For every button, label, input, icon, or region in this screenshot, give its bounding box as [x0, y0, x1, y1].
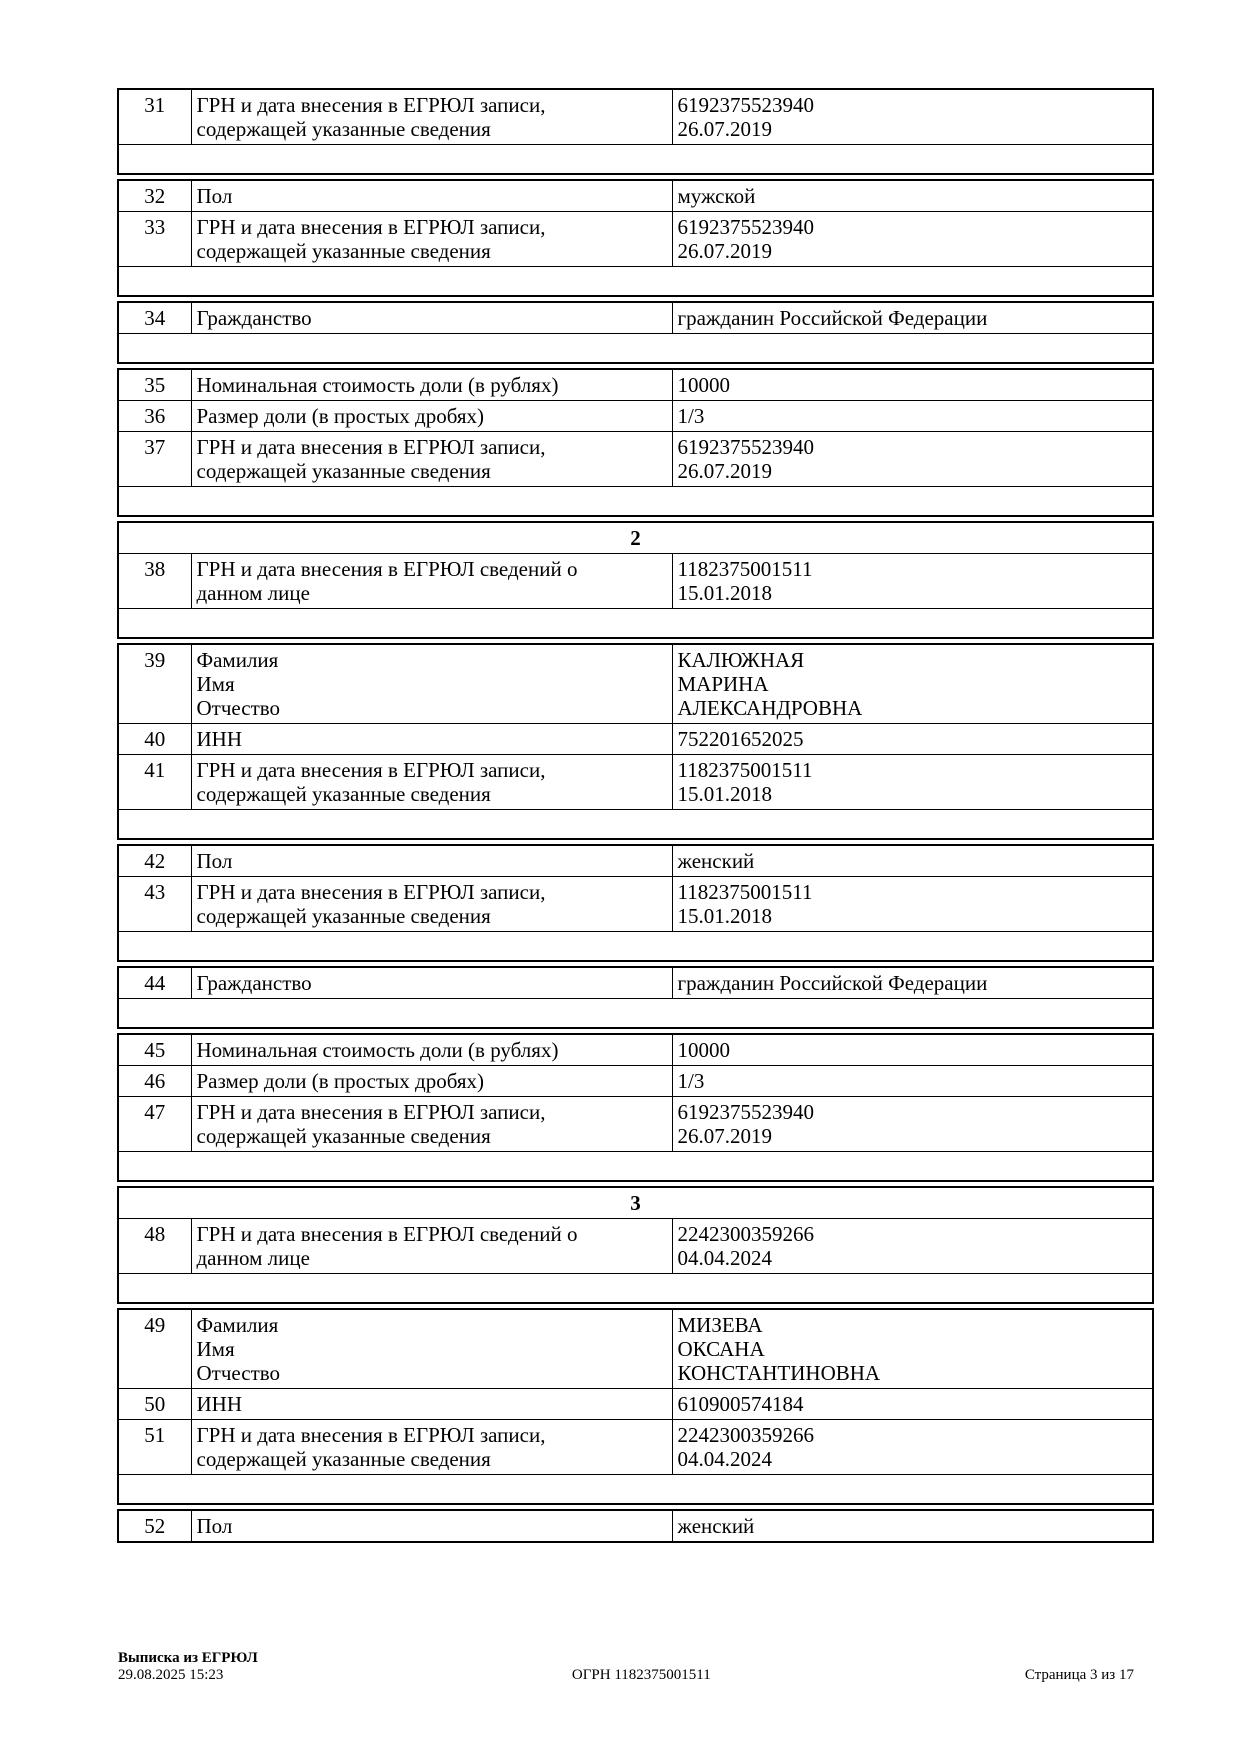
field-value-cell [672, 401, 1153, 432]
field-value-cell [672, 1097, 1153, 1152]
row-number-cell: 35 [118, 369, 191, 401]
table-row [118, 212, 1153, 267]
field-value-cell [672, 1309, 1153, 1389]
field-value-cell [672, 845, 1153, 877]
field-label-line: ГРН и дата внесения в ЕГРЮЛ записи, [196, 435, 546, 459]
field-value-cell [672, 755, 1153, 810]
spacer-cell [118, 267, 1153, 297]
field-value-cell [672, 1510, 1153, 1542]
table-row [118, 302, 1153, 334]
field-label-line: Пол [196, 1514, 233, 1538]
table-row [118, 89, 1153, 145]
table-row [118, 1309, 1153, 1389]
field-value-line: КАЛЮЖНАЯ [677, 648, 805, 672]
field-label-line: Отчество [196, 696, 281, 720]
table-section [117, 643, 1154, 840]
field-label-line: Фамилия [196, 648, 279, 672]
field-value-line: МАРИНА [677, 672, 769, 696]
field-label-cell [191, 302, 672, 334]
field-value-line: 04.04.2024 [677, 1447, 772, 1471]
row-number-cell: 38 [118, 554, 191, 609]
field-label-line: содержащей указанные сведения [196, 1124, 491, 1148]
field-label-cell [191, 724, 672, 755]
table-row [118, 644, 1153, 724]
table-section [117, 1308, 1154, 1505]
table-row [118, 724, 1153, 755]
footer-page-number: Страница 3 из 17 [1024, 1667, 1134, 1683]
table-row [118, 432, 1153, 487]
field-label-cell [191, 877, 672, 932]
field-value-cell [672, 89, 1153, 145]
field-value-cell [672, 554, 1153, 609]
field-label-line: Пол [196, 184, 233, 208]
table-row [118, 1510, 1153, 1542]
field-label-line: ГРН и дата внесения в ЕГРЮЛ записи, [196, 758, 546, 782]
field-value-line: 1182375001511 [677, 758, 813, 782]
table-row [118, 1034, 1153, 1066]
egrul-table [117, 88, 1152, 1547]
spacer-row [118, 487, 1153, 517]
table-row [118, 1066, 1153, 1097]
field-value-line: 10000 [677, 1038, 730, 1062]
field-value-line: 1182375001511 [677, 880, 813, 904]
spacer-cell [118, 932, 1153, 962]
spacer-row [118, 810, 1153, 840]
field-label-cell [191, 845, 672, 877]
table-section [117, 844, 1154, 962]
field-value-line: 15.01.2018 [677, 904, 772, 928]
table-row [118, 554, 1153, 609]
field-label-line: ГРН и дата внесения в ЕГРЮЛ записи, [196, 880, 546, 904]
field-label-line: ГРН и дата внесения в ЕГРЮЛ записи, [196, 215, 546, 239]
spacer-cell [118, 1274, 1153, 1304]
field-value-line: 26.07.2019 [677, 117, 772, 141]
row-number-cell: 51 [118, 1420, 191, 1475]
table-row [118, 967, 1153, 999]
field-value-cell [672, 212, 1153, 267]
row-number-cell: 37 [118, 432, 191, 487]
field-value-line: 15.01.2018 [677, 581, 772, 605]
field-value-line: 2242300359266 [677, 1423, 814, 1447]
field-label-line: ИНН [196, 1392, 242, 1416]
section-number: 3 [118, 1187, 1153, 1219]
field-label-line: ГРН и дата внесения в ЕГРЮЛ сведений о [196, 557, 578, 581]
field-value-line: 26.07.2019 [677, 239, 772, 263]
row-number-cell: 42 [118, 845, 191, 877]
footer-ogrn: ОГРН 1182375001511 [571, 1667, 711, 1683]
field-value-line: 752201652025 [677, 727, 804, 751]
field-label-cell [191, 644, 672, 724]
field-label-line: Имя [196, 672, 235, 696]
spacer-row [118, 1274, 1153, 1304]
field-label-cell [191, 401, 672, 432]
field-label-cell [191, 1309, 672, 1389]
spacer-row [118, 1152, 1153, 1182]
field-value-cell [672, 432, 1153, 487]
spacer-row [118, 609, 1153, 639]
spacer-cell [118, 810, 1153, 840]
field-value-line: 6192375523940 [677, 215, 814, 239]
row-number-cell: 44 [118, 967, 191, 999]
field-value-line: 26.07.2019 [677, 459, 772, 483]
table-row [118, 401, 1153, 432]
table-section [117, 966, 1154, 1029]
field-label-cell [191, 212, 672, 267]
table-section [117, 368, 1154, 517]
row-number-cell: 31 [118, 89, 191, 145]
field-label-cell [191, 1097, 672, 1152]
field-label-cell [191, 1420, 672, 1475]
table-row [118, 1097, 1153, 1152]
field-value-line: женский [677, 849, 755, 873]
row-number-cell: 41 [118, 755, 191, 810]
table-row [118, 877, 1153, 932]
field-value-line: ОКСАНА [677, 1337, 765, 1361]
field-label-line: содержащей указанные сведения [196, 459, 491, 483]
field-value-line: 15.01.2018 [677, 782, 772, 806]
field-label-line: ГРН и дата внесения в ЕГРЮЛ сведений о [196, 1222, 578, 1246]
field-label-cell [191, 1510, 672, 1542]
field-label-line: Номинальная стоимость доли (в рублях) [196, 373, 559, 397]
field-label-line: ГРН и дата внесения в ЕГРЮЛ записи, [196, 93, 546, 117]
table-section [117, 1186, 1154, 1304]
field-value-cell [672, 369, 1153, 401]
row-number-cell: 45 [118, 1034, 191, 1066]
field-label-cell [191, 1034, 672, 1066]
row-number-cell: 32 [118, 180, 191, 212]
field-label-cell [191, 1066, 672, 1097]
row-number-cell: 48 [118, 1219, 191, 1274]
table-section [117, 1033, 1154, 1182]
footer-left [118, 1650, 258, 1684]
field-label-cell [191, 432, 672, 487]
field-value-line: МИЗЕВА [677, 1313, 763, 1337]
field-value-cell [672, 1389, 1153, 1420]
table-row [118, 1389, 1153, 1420]
section-number: 2 [118, 522, 1153, 554]
section-header-row [118, 1187, 1153, 1219]
table-section [117, 301, 1154, 364]
row-number-cell: 39 [118, 644, 191, 724]
spacer-row [118, 1475, 1153, 1505]
spacer-row [118, 999, 1153, 1029]
field-value-cell [672, 724, 1153, 755]
field-label-line: данном лице [196, 581, 310, 605]
field-label-line: Гражданство [196, 306, 312, 330]
field-value-line: мужской [677, 184, 756, 208]
table-row [118, 1420, 1153, 1475]
row-number-cell: 46 [118, 1066, 191, 1097]
page-footer [118, 1650, 1134, 1684]
section-header-row [118, 522, 1153, 554]
field-value-line: 6192375523940 [677, 1100, 814, 1124]
row-number-cell: 43 [118, 877, 191, 932]
field-value-line: 1/3 [677, 404, 705, 428]
field-label-line: Размер доли (в простых дробях) [196, 404, 485, 428]
field-value-cell [672, 1420, 1153, 1475]
field-label-cell [191, 1389, 672, 1420]
field-value-line: 26.07.2019 [677, 1124, 772, 1148]
field-value-cell [672, 1066, 1153, 1097]
row-number-cell: 47 [118, 1097, 191, 1152]
field-value-line: 1/3 [677, 1069, 705, 1093]
field-label-line: содержащей указанные сведения [196, 1447, 491, 1471]
field-label-line: ИНН [196, 727, 242, 751]
field-value-line: 610900574184 [677, 1392, 804, 1416]
row-number-cell: 34 [118, 302, 191, 334]
field-label-line: ГРН и дата внесения в ЕГРЮЛ записи, [196, 1100, 546, 1124]
spacer-cell [118, 1152, 1153, 1182]
spacer-row [118, 267, 1153, 297]
field-label-line: содержащей указанные сведения [196, 239, 491, 263]
table-section [117, 521, 1154, 639]
field-value-line: КОНСТАНТИНОВНА [677, 1361, 881, 1385]
table-section [117, 88, 1154, 175]
field-value-line: 04.04.2024 [677, 1246, 772, 1270]
field-value-line: гражданин Российской Федерации [677, 971, 988, 995]
field-value-line: 2242300359266 [677, 1222, 814, 1246]
table-row [118, 1219, 1153, 1274]
field-label-line: Фамилия [196, 1313, 279, 1337]
field-value-line: 6192375523940 [677, 435, 814, 459]
field-value-cell [672, 644, 1153, 724]
field-value-line: АЛЕКСАНДРОВНА [677, 696, 863, 720]
spacer-row [118, 932, 1153, 962]
field-label-cell [191, 1219, 672, 1274]
field-label-line: ГРН и дата внесения в ЕГРЮЛ записи, [196, 1423, 546, 1447]
spacer-cell [118, 609, 1153, 639]
row-number-cell: 40 [118, 724, 191, 755]
field-label-cell [191, 967, 672, 999]
field-label-cell [191, 554, 672, 609]
field-label-line: содержащей указанные сведения [196, 117, 491, 141]
document-title: Выписка из ЕГРЮЛ [118, 1650, 258, 1666]
table-row [118, 369, 1153, 401]
field-value-line: 1182375001511 [677, 557, 813, 581]
spacer-cell [118, 334, 1153, 364]
spacer-row [118, 334, 1153, 364]
field-label-line: Гражданство [196, 971, 312, 995]
row-number-cell: 36 [118, 401, 191, 432]
row-number-cell: 49 [118, 1309, 191, 1389]
field-label-line: Размер доли (в простых дробях) [196, 1069, 485, 1093]
field-label-cell [191, 755, 672, 810]
spacer-cell [118, 1475, 1153, 1505]
spacer-cell [118, 999, 1153, 1029]
row-number-cell: 50 [118, 1389, 191, 1420]
row-number-cell: 52 [118, 1510, 191, 1542]
field-label-line: содержащей указанные сведения [196, 904, 491, 928]
generated-timestamp: 29.08.2025 15:23 [118, 1667, 224, 1683]
table-row [118, 845, 1153, 877]
field-value-cell [672, 1034, 1153, 1066]
row-number-cell: 33 [118, 212, 191, 267]
field-value-cell [672, 180, 1153, 212]
field-label-cell [191, 369, 672, 401]
field-label-cell [191, 180, 672, 212]
field-label-line: данном лице [196, 1246, 310, 1270]
field-label-line: Имя [196, 1337, 235, 1361]
field-label-cell [191, 89, 672, 145]
field-value-cell [672, 302, 1153, 334]
table-section [117, 1509, 1154, 1543]
field-value-cell [672, 967, 1153, 999]
field-label-line: Отчество [196, 1361, 281, 1385]
field-label-line: Номинальная стоимость доли (в рублях) [196, 1038, 559, 1062]
field-label-line: содержащей указанные сведения [196, 782, 491, 806]
field-value-line: 10000 [677, 373, 730, 397]
table-section [117, 179, 1154, 297]
field-value-cell [672, 877, 1153, 932]
field-value-line: гражданин Российской Федерации [677, 306, 988, 330]
field-value-line: женский [677, 1514, 755, 1538]
table-row [118, 755, 1153, 810]
spacer-cell [118, 145, 1153, 175]
table-row [118, 180, 1153, 212]
field-label-line: Пол [196, 849, 233, 873]
spacer-row [118, 145, 1153, 175]
field-value-line: 6192375523940 [677, 93, 814, 117]
field-value-cell [672, 1219, 1153, 1274]
spacer-cell [118, 487, 1153, 517]
